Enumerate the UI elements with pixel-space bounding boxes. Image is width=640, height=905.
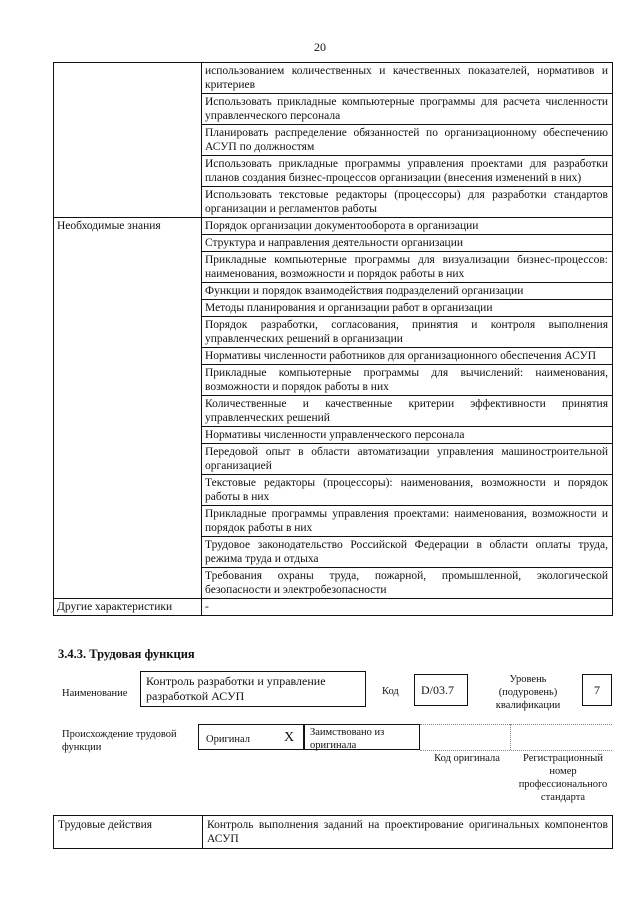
action-item: Контроль выполнения заданий на проектирование оригинальных компонентов АСУП	[203, 816, 613, 849]
original-mark: X	[284, 730, 295, 745]
skill-item: Использовать текстовые редакторы (процессоры) для разработки стандартов организации и регламентов работы	[202, 187, 613, 218]
skill-item: использованием количественных и качественных показателей, нормативов и критериев	[202, 63, 613, 94]
origin-bottom-rule	[420, 750, 612, 751]
code-original-label: Код оригинала	[434, 753, 500, 764]
knowledge-item: Передовой опыт в области автоматизации управления машиностроительной организацией	[202, 444, 613, 475]
knowledge-item: Структура и направления деятельности организации	[202, 235, 613, 252]
skill-item: Планировать распределение обязанностей по организационному обеспечению АСУП по должностям	[202, 125, 613, 156]
knowledge-item: Прикладные программы управления проектами: наименования, возможности и порядок работы в них	[202, 506, 613, 537]
knowledge-item: Прикладные компьютерные программы для визуализации бизнес-процессов: наименования, возможности и порядок работы в них	[202, 252, 613, 283]
knowledge-item: Методы планирования и организации работ в организации	[202, 300, 613, 317]
other-characteristics-value: -	[202, 599, 613, 616]
table-row	[54, 218, 613, 235]
skill-item: Использовать прикладные компьютерные программы для расчета численности управленческого персонала	[202, 94, 613, 125]
knowledge-item: Требования охраны труда, пожарной, промышленной, экологической безопасности и электробезопасности	[202, 568, 613, 599]
reg-number-label: Регистрационный номер профессионального стандарта	[518, 753, 608, 803]
actions-label: Трудовые действия	[54, 816, 203, 849]
name-value: Контроль разработки и управление разработкой АСУП	[146, 674, 326, 703]
knowledge-item: Порядок разработки, согласования, принятия и контроля выполнения управленческих решений в организации	[202, 317, 613, 348]
skill-item: Использовать прикладные программы управления проектами для разработки планов создания бизнес-процессов организации (внесения изменений в них)	[202, 156, 613, 187]
table-row	[54, 816, 613, 849]
name-value-box	[140, 671, 366, 707]
knowledge-label: Необходимые знания	[54, 218, 202, 599]
knowledge-item: Порядок организации документооборота в организации	[202, 218, 613, 235]
original-label: Оригинал	[206, 734, 250, 745]
table-row	[54, 63, 613, 94]
level-label: Уровень (подуровень) квалификации	[495, 674, 561, 711]
skills-category-cell	[54, 63, 202, 218]
level-value-box	[582, 674, 612, 706]
origin-divider	[510, 724, 511, 750]
knowledge-item: Текстовые редакторы (процессоры): наименования, возможности и порядок работы в них	[202, 475, 613, 506]
knowledge-item: Количественные и качественные критерии эффективности принятия управленческих решений	[202, 396, 613, 427]
origin-label: Происхождение трудовой функции	[62, 729, 177, 753]
knowledge-item: Нормативы численности управленческого персонала	[202, 427, 613, 444]
requirements-table	[53, 62, 613, 616]
code-value: D/03.7	[421, 683, 454, 697]
knowledge-item: Прикладные компьютерные программы для вычислений: наименования, возможности и порядок работы в них	[202, 365, 613, 396]
page-number: 20	[314, 40, 326, 54]
actions-table	[53, 815, 613, 849]
knowledge-item: Нормативы численности работников для организационного обеспечения АСУП	[202, 348, 613, 365]
code-value-box	[414, 674, 468, 706]
table-row	[54, 599, 613, 616]
level-value: 7	[594, 683, 600, 697]
knowledge-item: Функции и порядок взаимодействия подразделений организации	[202, 283, 613, 300]
other-characteristics-label: Другие характеристики	[54, 599, 202, 616]
knowledge-item: Трудовое законодательство Российской Федерации в области оплаты труда, режима труда и отдыха	[202, 537, 613, 568]
origin-top-rule	[420, 724, 612, 725]
borrowed-label: Заимствовано из оригинала	[310, 727, 385, 751]
section-title: 3.4.3. Трудовая функция	[58, 647, 195, 661]
name-label: Наименование	[62, 688, 128, 699]
code-label: Код	[382, 686, 399, 697]
